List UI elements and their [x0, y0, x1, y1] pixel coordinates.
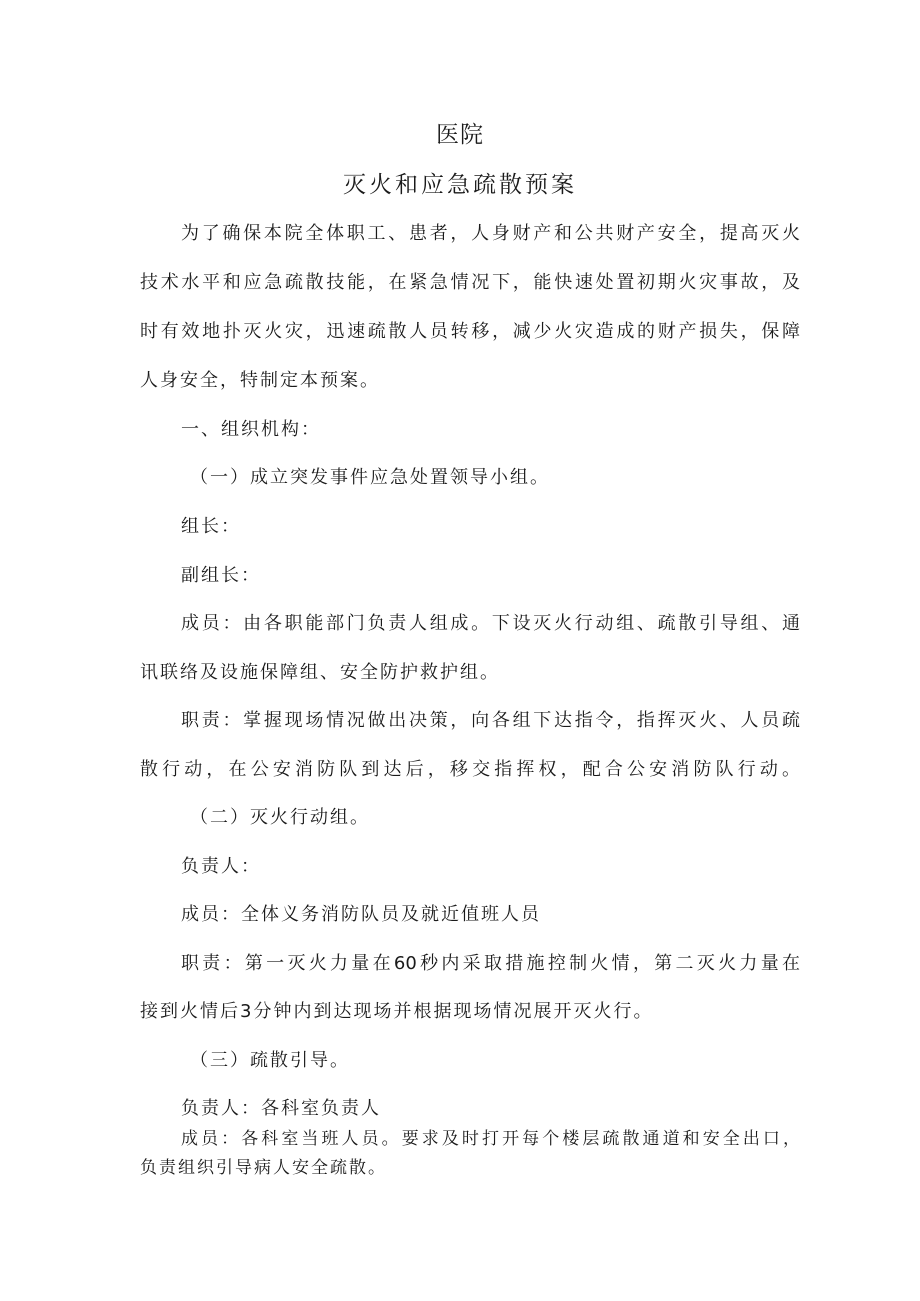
duties-line: 接到火情后3分钟内到达现场并根据现场情况展开灭火行。 — [140, 1001, 654, 1022]
members-line: 成员：各科室当班人员。要求及时打开每个楼层疏散通道和安全出口， — [181, 1129, 800, 1149]
duties-line: 散行动，在公安消防队到达后，移交指挥权，配合公安消防队行动。 — [140, 759, 800, 780]
section-heading: 一、组织机构： — [181, 419, 321, 440]
responsible-label: 负责人：各科室负责人 — [181, 1098, 381, 1119]
intro-line: 人身安全，特制定本预案。 — [140, 370, 380, 391]
duties-line: 职责：掌握现场情况做出决策，向各组下达指令，指挥灭火、人员疏 — [181, 710, 800, 731]
deputy-leader-label: 副组长： — [181, 565, 261, 586]
document-subtitle: 灭火和应急疏散预案 — [343, 172, 577, 198]
document-title: 医院 — [436, 122, 484, 148]
duties-line: 职责：第一灭火力量在60秒内采取措施控制火情，第二灭火力量在 — [181, 953, 800, 974]
intro-line: 技术水平和应急疏散技能，在紧急情况下，能快速处置初期火灾事故，及 — [140, 272, 800, 293]
intro-line: 为了确保本院全体职工、患者，人身财产和公共财产安全，提高灭火 — [181, 223, 800, 244]
members-line: 讯联络及设施保障组、安全防护救护组。 — [140, 662, 500, 683]
responsible-label: 负责人： — [181, 856, 261, 877]
members-line: 成员：由各职能部门负责人组成。下设灭火行动组、疏散引导组、通 — [181, 613, 800, 634]
subsection-heading: （二）灭火行动组。 — [190, 807, 370, 828]
subsection-heading: （三）疏散引导。 — [190, 1050, 350, 1071]
members-line: 负责组织引导病人安全疏散。 — [140, 1158, 387, 1178]
members-line: 成员：全体义务消防队员及就近值班人员 — [181, 904, 541, 925]
intro-line: 时有效地扑灭火灾，迅速疏散人员转移，减少火灾造成的财产损失，保障 — [140, 321, 800, 342]
subsection-heading: （一）成立突发事件应急处置领导小组。 — [190, 467, 550, 488]
leader-label: 组长： — [181, 516, 241, 537]
